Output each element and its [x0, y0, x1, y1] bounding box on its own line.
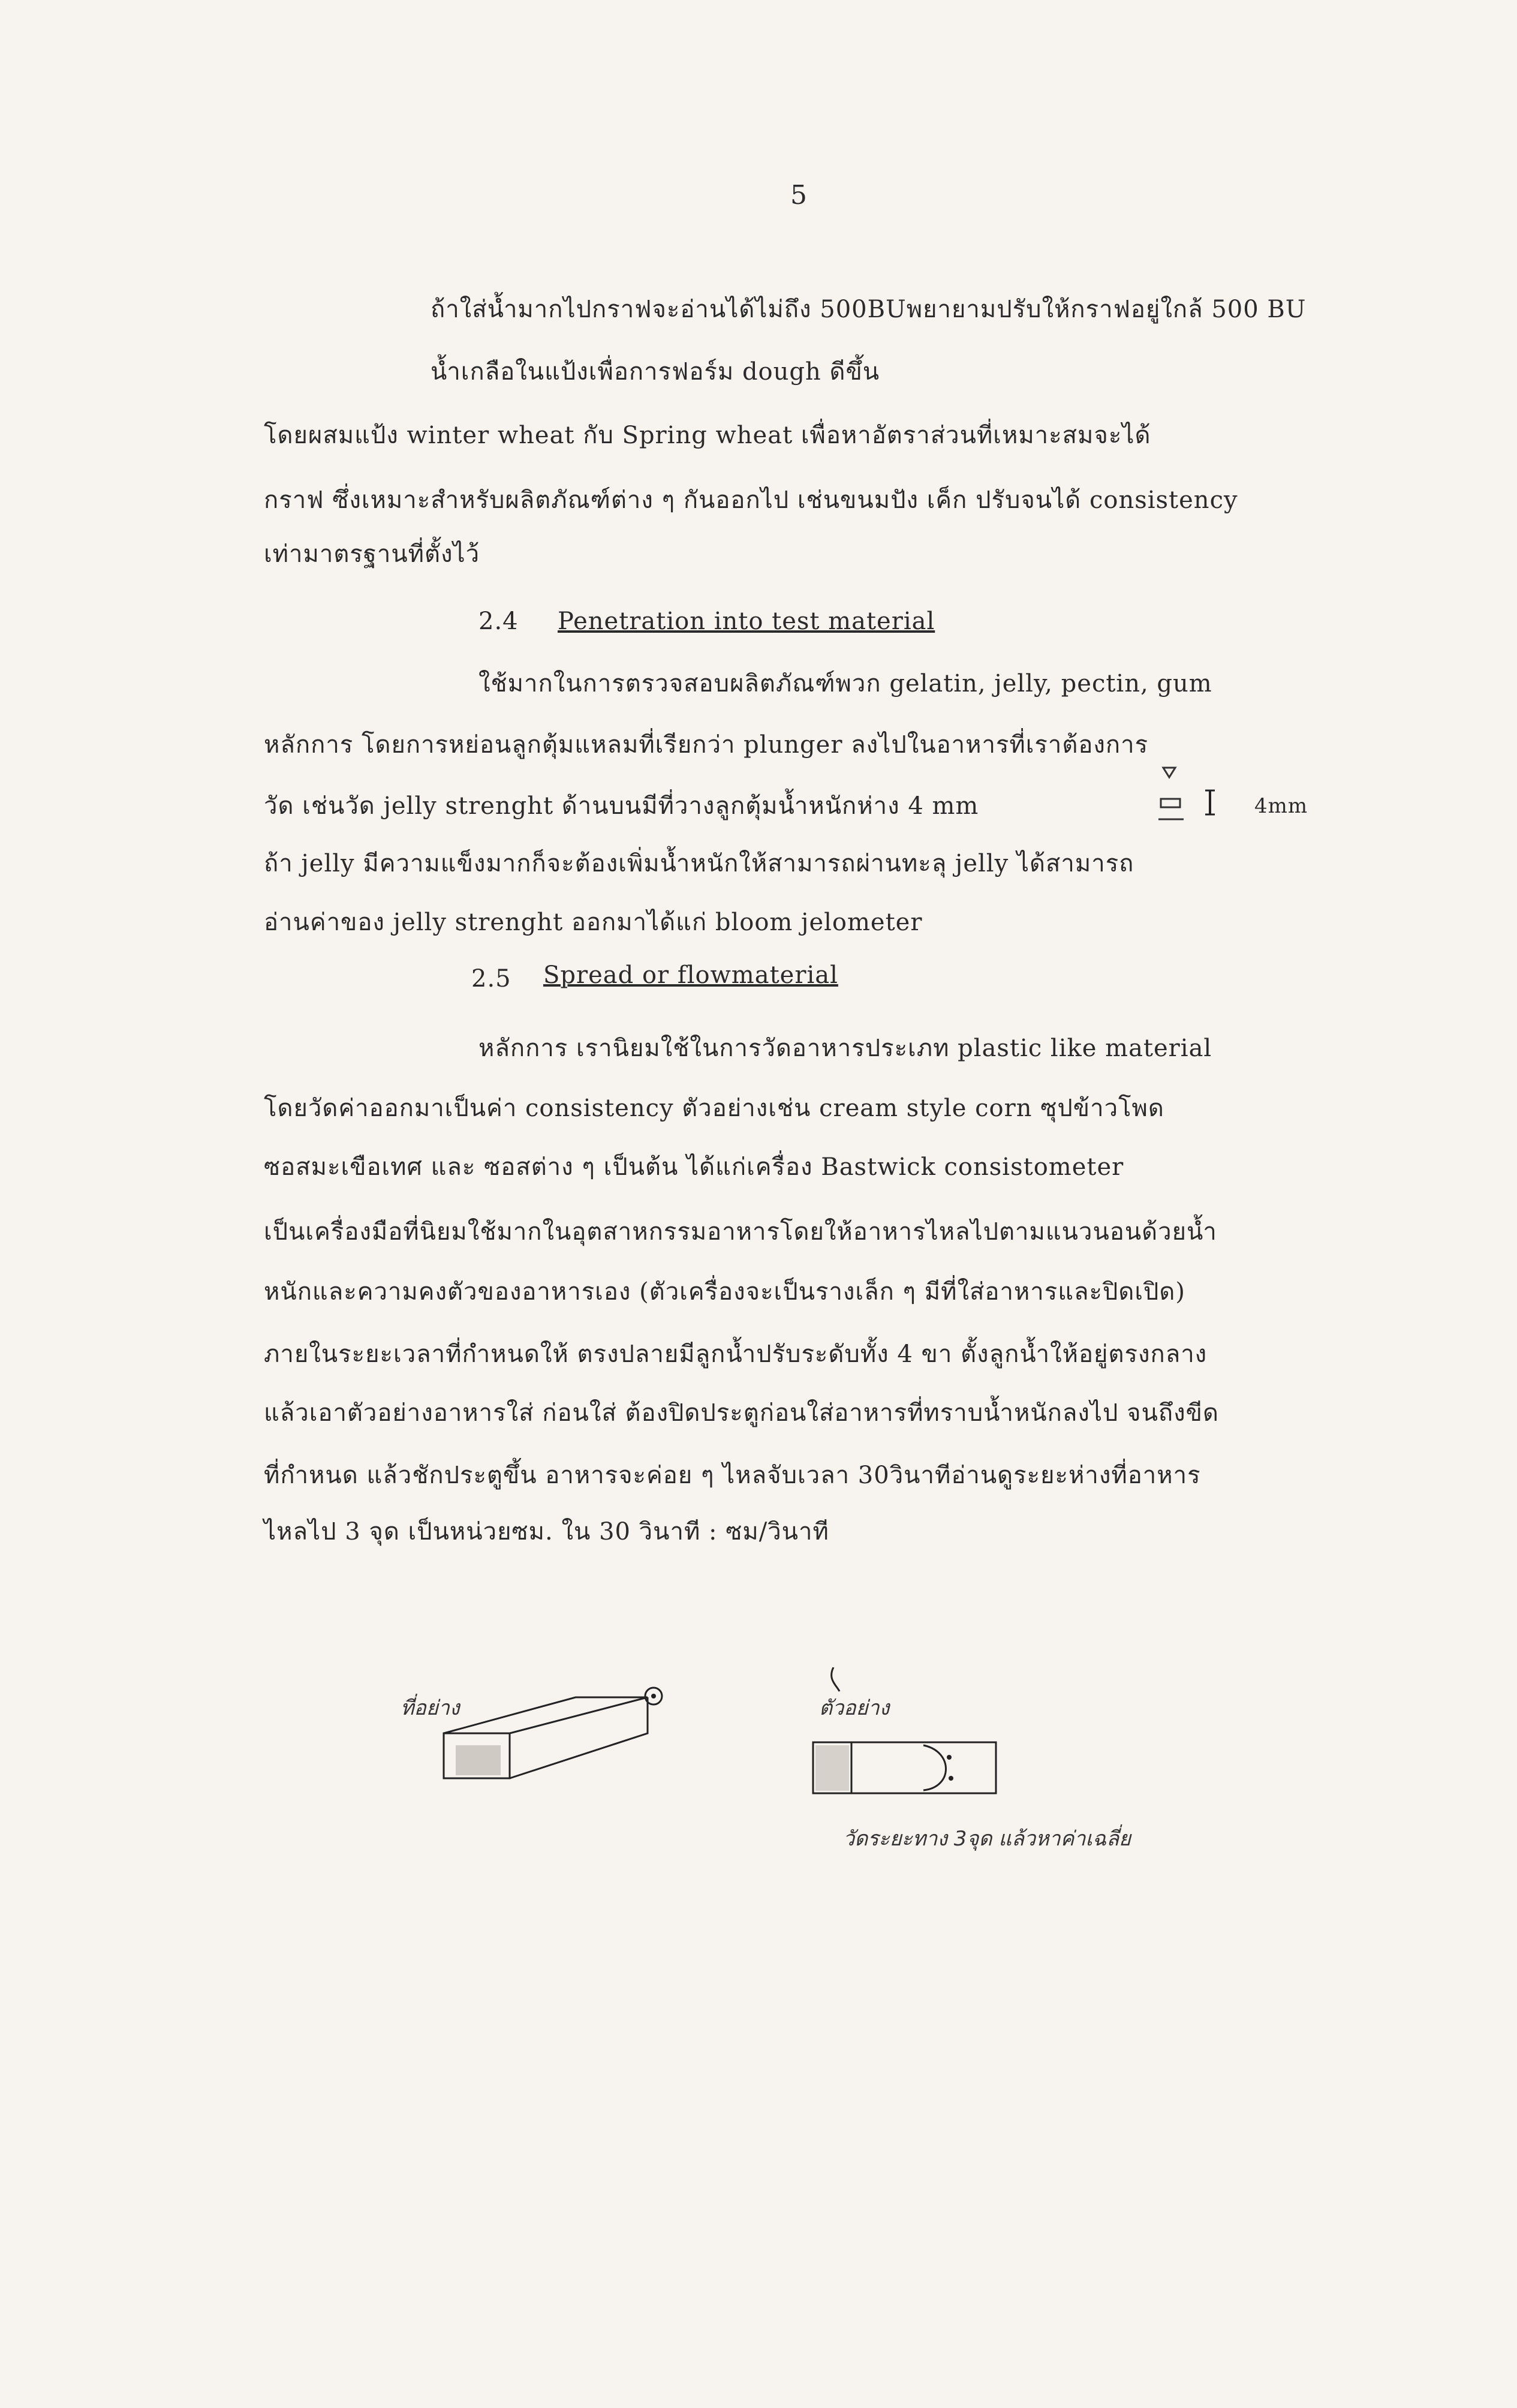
text-line: วัด เช่นวัด jelly strenght ด้านบนมีที่วางลูกตุ้มน้ำหนักห่าง 4 mm [264, 792, 979, 820]
text-line: โดยวัดค่าออกมาเป็นค่า consistency ตัวอย่างเช่น cream style corn ซุปข้าวโพด [264, 1095, 1164, 1122]
page-number: 5 [790, 180, 807, 211]
text-line: โดยผสมแป้ง winter wheat กับ Spring wheat เพื่อหาอัตราส่วนที่เหมาะสมจะได้ [264, 422, 1151, 449]
consistometer-top-sketch [809, 1667, 1007, 1799]
text-line: กราฟ ซึ่งเหมาะสำหรับผลิตภัณฑ์ต่าง ๆ กันออกไป เช่นขนมปัง เค็ก ปรับจนได้ consistency [264, 486, 1238, 514]
sketch-label: 4mm [1254, 794, 1308, 818]
text-line: เป็นเครื่องมือที่นิยมใช้มากในอุตสาหกรรมอาหารโดยให้อาหารไหลไปตามแนวนอนด้วยน้ำ [264, 1218, 1217, 1246]
text-line: หนักและความคงตัวของอาหารเอง (ตัวเครื่องจะเป็นรางเล็ก ๆ มีที่ใส่อาหารและปิดเปิด) [264, 1278, 1186, 1306]
text-line: อ่านค่าของ jelly strenght ออกมาได้แก่ bloom jelometer [264, 909, 923, 936]
consistometer-perspective-sketch [432, 1679, 672, 1799]
text-line: ไหลไป 3 จุด เป็นหน่วยซม. ใน 30 วินาที : ซม/วินาที [264, 1518, 829, 1546]
sketch-label-left: ที่อย่าง [401, 1696, 460, 1720]
section-title: Penetration into test material [558, 608, 935, 635]
sketch-caption: วัดระยะทาง 3จุด แล้วหาค่าเฉลี่ย [843, 1827, 1131, 1851]
text-line: ภายในระยะเวลาที่กำหนดให้ ตรงปลายมีลูกน้ำปรับระดับทั้ง 4 ขา ตั้งลูกน้ำให้อยู่ตรงกลาง [264, 1340, 1208, 1368]
text-line: ถ้าใส่น้ำมากไปกราฟจะอ่านได้ไม่ถึง 500BUพยายามปรับให้กราฟอยู่ใกล้ 500 BU [431, 296, 1307, 323]
text-line: หลักการ เรานิยมใช้ในการวัดอาหารประเภท plastic like material [478, 1035, 1212, 1062]
section-number: 2.5 [471, 965, 511, 993]
text-line: ซอสมะเขือเทศ และ ซอสต่าง ๆ เป็นต้น ได้แก่เครื่อง Bastwick consistometer [264, 1153, 1124, 1181]
text-line: เท่ามาตรฐานที่ตั้งไว้ [264, 540, 480, 568]
section-number: 2.4 [478, 608, 519, 635]
section-title: Spread or flowmaterial [543, 961, 838, 989]
text-line: หลักการ โดยการหย่อนลูกตุ้มแหลมที่เรียกว่า plunger ลงไปในอาหารที่เราต้องการ [264, 731, 1149, 759]
text-line: น้ำเกลือในแป้งเพื่อการฟอร์ม dough ดีขึ้น [431, 358, 880, 386]
text-line: ใช้มากในการตรวจสอบผลิตภัณฑ์พวก gelatin, jelly, pectin, gum [478, 670, 1212, 698]
plunger-sketch [1157, 763, 1235, 829]
text-line: ที่กำหนด แล้วชักประตูขึ้น อาหารจะค่อย ๆ ไหลจับเวลา 30วินาทีอ่านดูระยะห่างที่อาหาร [264, 1462, 1201, 1489]
text-line: ถ้า jelly มีความแข็งมากก็จะต้องเพิ่มน้ำหนักให้สามารถผ่านทะลุ jelly ได้สามารถ [264, 850, 1134, 877]
sketch-label-right: ตัวอย่าง [819, 1696, 890, 1720]
text-line: แล้วเอาตัวอย่างอาหารใส่ ก่อนใส่ ต้องปิดประตูก่อนใส่อาหารที่ทราบน้ำหนักลงไป จนถึงขีด [264, 1399, 1219, 1427]
